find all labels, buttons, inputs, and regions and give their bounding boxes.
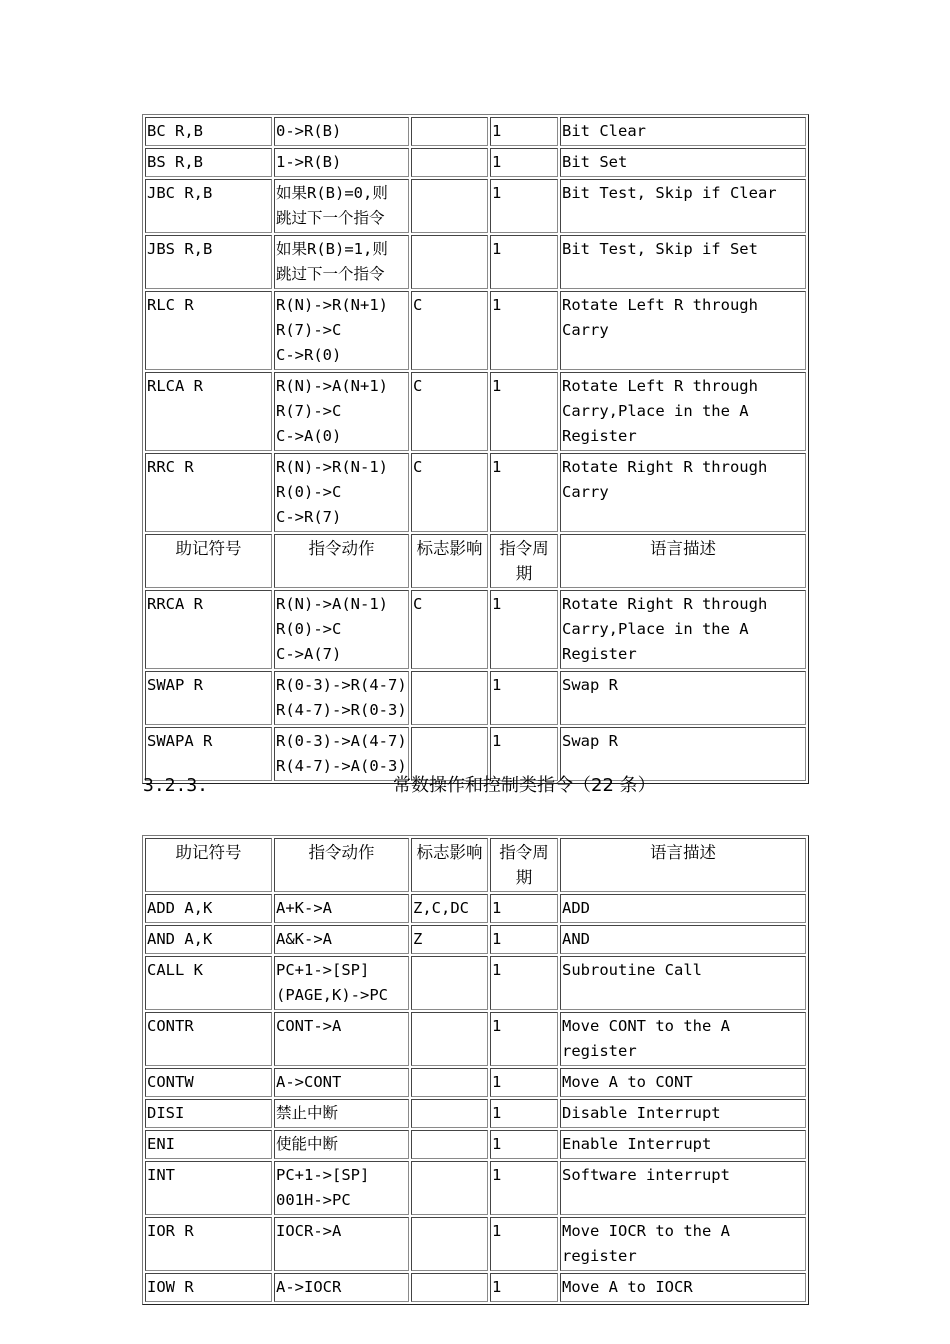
flags-cell — [411, 179, 488, 233]
instruction-table-2 — [142, 835, 809, 1305]
cycles-cell: 1 — [490, 956, 558, 1010]
description-cell: Bit Test, Skip if Set — [560, 235, 806, 289]
table-row — [145, 1217, 806, 1271]
cycles-cell: 1 — [490, 671, 558, 725]
column-header: 语言描述 — [560, 838, 806, 892]
flags-cell: C — [411, 453, 488, 532]
column-header: 指令周 期 — [490, 838, 558, 892]
description-cell: Swap R — [560, 671, 806, 725]
cycles-cell: 1 — [490, 1068, 558, 1097]
column-header: 指令动作 — [274, 838, 409, 892]
cycles-cell: 1 — [490, 1130, 558, 1159]
cycles-cell: 1 — [490, 372, 558, 451]
flags-cell: C — [411, 372, 488, 451]
description-cell: Move A to IOCR — [560, 1273, 806, 1302]
mnemonic-cell: CONTR — [145, 1012, 272, 1066]
column-header: 标志影响 — [411, 534, 488, 588]
operation-cell: IOCR->A — [274, 1217, 409, 1271]
section-title: 常数操作和控制类指令（22 条） — [393, 775, 656, 796]
operation-cell: R(N)->A(N+1) R(7)->C C->A(0) — [274, 372, 409, 451]
cycles-cell: 1 — [490, 925, 558, 954]
flags-cell: C — [411, 590, 488, 669]
mnemonic-cell: ADD A,K — [145, 894, 272, 923]
description-cell: Bit Clear — [560, 117, 806, 146]
cycles-cell: 1 — [490, 291, 558, 370]
mnemonic-cell: DISI — [145, 1099, 272, 1128]
section-heading — [143, 772, 823, 800]
column-header: 助记符号 — [145, 838, 272, 892]
operation-cell: A->CONT — [274, 1068, 409, 1097]
flags-cell — [411, 1068, 488, 1097]
description-cell: Software interrupt — [560, 1161, 806, 1215]
mnemonic-cell: CONTW — [145, 1068, 272, 1097]
cycles-cell: 1 — [490, 1273, 558, 1302]
table-row — [145, 925, 806, 954]
description-cell: Bit Test, Skip if Clear — [560, 179, 806, 233]
description-cell: Disable Interrupt — [560, 1099, 806, 1128]
mnemonic-cell: AND A,K — [145, 925, 272, 954]
description-cell: AND — [560, 925, 806, 954]
instruction-table-1 — [142, 114, 809, 784]
description-cell: Rotate Right R through Carry,Place in the A Register — [560, 590, 806, 669]
cycles-cell: 1 — [490, 894, 558, 923]
operation-cell: PC+1->[SP] 001H->PC — [274, 1161, 409, 1215]
cycles-cell: 1 — [490, 453, 558, 532]
cycles-cell: 1 — [490, 117, 558, 146]
cycles-cell: 1 — [490, 1012, 558, 1066]
mnemonic-cell: INT — [145, 1161, 272, 1215]
operation-cell: R(0-3)->R(4-7) R(4-7)->R(0-3) — [274, 671, 409, 725]
flags-cell — [411, 1099, 488, 1128]
table-row — [145, 1273, 806, 1302]
cycles-cell: 1 — [490, 179, 558, 233]
column-header: 指令周 期 — [490, 534, 558, 588]
mnemonic-cell: RRC R — [145, 453, 272, 532]
operation-cell: CONT->A — [274, 1012, 409, 1066]
table-row — [145, 179, 806, 233]
table-row — [145, 956, 806, 1010]
table-row — [145, 291, 806, 370]
column-header: 指令动作 — [274, 534, 409, 588]
mnemonic-cell: RLC R — [145, 291, 272, 370]
operation-cell: PC+1->[SP] (PAGE,K)->PC — [274, 956, 409, 1010]
mnemonic-cell: RLCA R — [145, 372, 272, 451]
description-cell: Rotate Left R through Carry,Place in the A Register — [560, 372, 806, 451]
table-row — [145, 1161, 806, 1215]
mnemonic-cell: IOR R — [145, 1217, 272, 1271]
table-row — [145, 1068, 806, 1097]
operation-cell: A&K->A — [274, 925, 409, 954]
flags-cell — [411, 1217, 488, 1271]
mnemonic-cell: RRCA R — [145, 590, 272, 669]
mnemonic-cell: JBS R,B — [145, 235, 272, 289]
mnemonic-cell: SWAPA R — [145, 727, 272, 781]
description-cell: Rotate Left R through Carry — [560, 291, 806, 370]
column-header: 标志影响 — [411, 838, 488, 892]
cycles-cell: 1 — [490, 1161, 558, 1215]
section-number: 3.2.3. — [143, 775, 209, 796]
flags-cell: C — [411, 291, 488, 370]
operation-cell: 禁止中断 — [274, 1099, 409, 1128]
mnemonic-cell: ENI — [145, 1130, 272, 1159]
table-row — [145, 148, 806, 177]
operation-cell: 0->R(B) — [274, 117, 409, 146]
description-cell: Subroutine Call — [560, 956, 806, 1010]
description-cell: Rotate Right R through Carry — [560, 453, 806, 532]
operation-cell: 如果R(B)=1,则 跳过下一个指令 — [274, 235, 409, 289]
table-row — [145, 117, 806, 146]
operation-cell: 使能中断 — [274, 1130, 409, 1159]
operation-cell: A+K->A — [274, 894, 409, 923]
table-row — [145, 671, 806, 725]
operation-cell: 1->R(B) — [274, 148, 409, 177]
table-row — [145, 1130, 806, 1159]
operation-cell: R(N)->A(N-1) R(0)->C C->A(7) — [274, 590, 409, 669]
description-cell: Swap R — [560, 727, 806, 781]
flags-cell — [411, 235, 488, 289]
table-row — [145, 235, 806, 289]
description-cell: Move IOCR to the A register — [560, 1217, 806, 1271]
cycles-cell: 1 — [490, 727, 558, 781]
table-row — [145, 1099, 806, 1128]
table-header-row — [145, 534, 806, 588]
cycles-cell: 1 — [490, 1099, 558, 1128]
table-row — [145, 894, 806, 923]
description-cell: Bit Set — [560, 148, 806, 177]
cycles-cell: 1 — [490, 1217, 558, 1271]
column-header: 助记符号 — [145, 534, 272, 588]
flags-cell — [411, 117, 488, 146]
description-cell: Move CONT to the A register — [560, 1012, 806, 1066]
cycles-cell: 1 — [490, 590, 558, 669]
flags-cell — [411, 956, 488, 1010]
table-row — [145, 590, 806, 669]
description-cell: Move A to CONT — [560, 1068, 806, 1097]
table-row — [145, 1012, 806, 1066]
cycles-cell: 1 — [490, 148, 558, 177]
flags-cell — [411, 148, 488, 177]
table-header-row — [145, 838, 806, 892]
cycles-cell: 1 — [490, 235, 558, 289]
operation-cell: R(N)->R(N+1) R(7)->C C->R(0) — [274, 291, 409, 370]
mnemonic-cell: JBC R,B — [145, 179, 272, 233]
operation-cell: R(N)->R(N-1) R(0)->C C->R(7) — [274, 453, 409, 532]
operation-cell: A->IOCR — [274, 1273, 409, 1302]
mnemonic-cell: CALL K — [145, 956, 272, 1010]
mnemonic-cell: SWAP R — [145, 671, 272, 725]
flags-cell — [411, 1161, 488, 1215]
operation-cell: R(0-3)->A(4-7) R(4-7)->A(0-3) — [274, 727, 409, 781]
flags-cell — [411, 1273, 488, 1302]
description-cell: ADD — [560, 894, 806, 923]
flags-cell — [411, 1130, 488, 1159]
mnemonic-cell: IOW R — [145, 1273, 272, 1302]
column-header: 语言描述 — [560, 534, 806, 588]
description-cell: Enable Interrupt — [560, 1130, 806, 1159]
table-row — [145, 453, 806, 532]
flags-cell — [411, 1012, 488, 1066]
flags-cell — [411, 671, 488, 725]
table-row — [145, 372, 806, 451]
operation-cell: 如果R(B)=0,则 跳过下一个指令 — [274, 179, 409, 233]
flags-cell: Z — [411, 925, 488, 954]
mnemonic-cell: BC R,B — [145, 117, 272, 146]
flags-cell: Z,C,DC — [411, 894, 488, 923]
mnemonic-cell: BS R,B — [145, 148, 272, 177]
